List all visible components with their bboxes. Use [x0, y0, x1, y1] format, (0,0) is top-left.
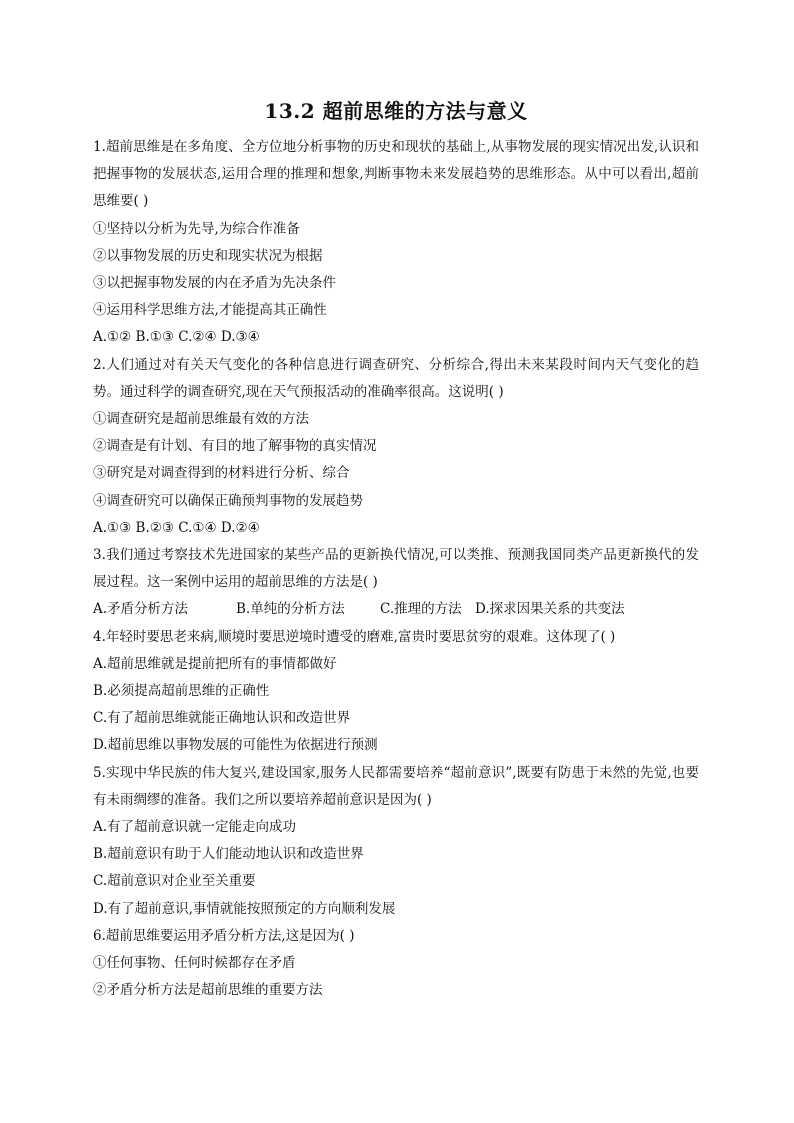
answer-options — [93, 596, 699, 623]
choice-item: ②矛盾分析方法是超前思维的重要方法 — [93, 982, 323, 999]
question-stem: 5.实现中华民族的伟大复兴,建设国家,服务人民都需要培养“超前意识”,既要有防患于未然的先觉,也要有未雨绸缪的准备。我们之所以要培养超前意识是因为( ) — [93, 764, 699, 808]
choice-item: ③研究是对调查得到的材料进行分析、综合 — [93, 465, 350, 482]
option-c: C.有了超前思维就能正确地认识和改造世界 — [93, 710, 351, 727]
question-1 — [93, 134, 699, 352]
question-2 — [93, 352, 699, 542]
option-c: C.超前意识对企业至关重要 — [93, 873, 256, 890]
page-title: 13.2 超前思维的方法与意义 — [264, 99, 528, 123]
choice-item: ①坚持以分析为先导,为综合作准备 — [93, 220, 300, 237]
choice-item: ②以事物发展的历史和现实状况为根据 — [93, 247, 323, 264]
question-6 — [93, 923, 699, 1005]
option-a: A.矛盾分析方法 — [93, 601, 189, 618]
question-4 — [93, 624, 699, 760]
option-a: A.超前思维就是提前把所有的事情都做好 — [93, 655, 337, 672]
choice-item: ③以把握事物发展的内在矛盾为先决条件 — [93, 275, 336, 292]
option-b: B.必须提高超前思维的正确性 — [93, 683, 270, 700]
choice-item: ①调查研究是超前思维最有效的方法 — [93, 411, 309, 428]
choice-item: ④调查研究可以确保正确预判事物的发展趋势 — [93, 492, 363, 509]
question-stem: 6.超前思维要运用矛盾分析方法,这是因为( ) — [93, 927, 355, 944]
option-a: A.有了超前意识就一定能走向成功 — [93, 819, 297, 836]
question-stem: 3.我们通过考察技术先进国家的某些产品的更新换代情况,可以类推、预测我国同类产品更新换代的发展过程。这一案例中运用的超前思维的方法是( ) — [93, 547, 699, 591]
choice-item: ①任何事物、任何时候都存在矛盾 — [93, 955, 296, 972]
option-b: B.单纯的分析方法 — [236, 601, 345, 618]
question-stem: 4.年轻时要思老来病,顺境时要思逆境时遭受的磨难,富贵时要思贫穷的艰难。这体现了( ) — [93, 628, 616, 645]
option-d: D.探求因果关系的共变法 — [475, 601, 625, 618]
option-d: D.有了超前意识,事情就能按照预定的方向顺利发展 — [93, 900, 396, 917]
option-d: D.超前思维以事物发展的可能性为依据进行预测 — [93, 737, 378, 754]
question-5 — [93, 760, 699, 923]
answer-options: A.①② B.①③ C.②④ D.③④ — [93, 329, 260, 346]
question-stem: 1.超前思维是在多角度、全方位地分析事物的历史和现状的基础上,从事物发展的现实情况出发,认识和把握事物的发展状态,运用合理的推理和想象,判断事物未来发展趋势的思维形态。从中可以看出,超前思维要( ) — [93, 139, 699, 210]
choice-item: ④运用科学思维方法,才能提高其正确性 — [93, 302, 327, 319]
question-stem: 2.人们通过对有关天气变化的各种信息进行调查研究、分析综合,得出未来某段时间内天气变化的趋势。通过科学的调查研究,现在天气预报活动的准确率很高。这说明( ) — [93, 356, 699, 400]
answer-options: A.①③ B.②③ C.①④ D.②④ — [93, 519, 260, 536]
document-page — [93, 98, 699, 1005]
option-c: C.推理的方法 — [380, 601, 462, 618]
question-3 — [93, 542, 699, 624]
option-b: B.超前意识有助于人们能动地认识和改造世界 — [93, 846, 364, 863]
choice-item: ②调查是有计划、有目的地了解事物的真实情况 — [93, 438, 377, 455]
